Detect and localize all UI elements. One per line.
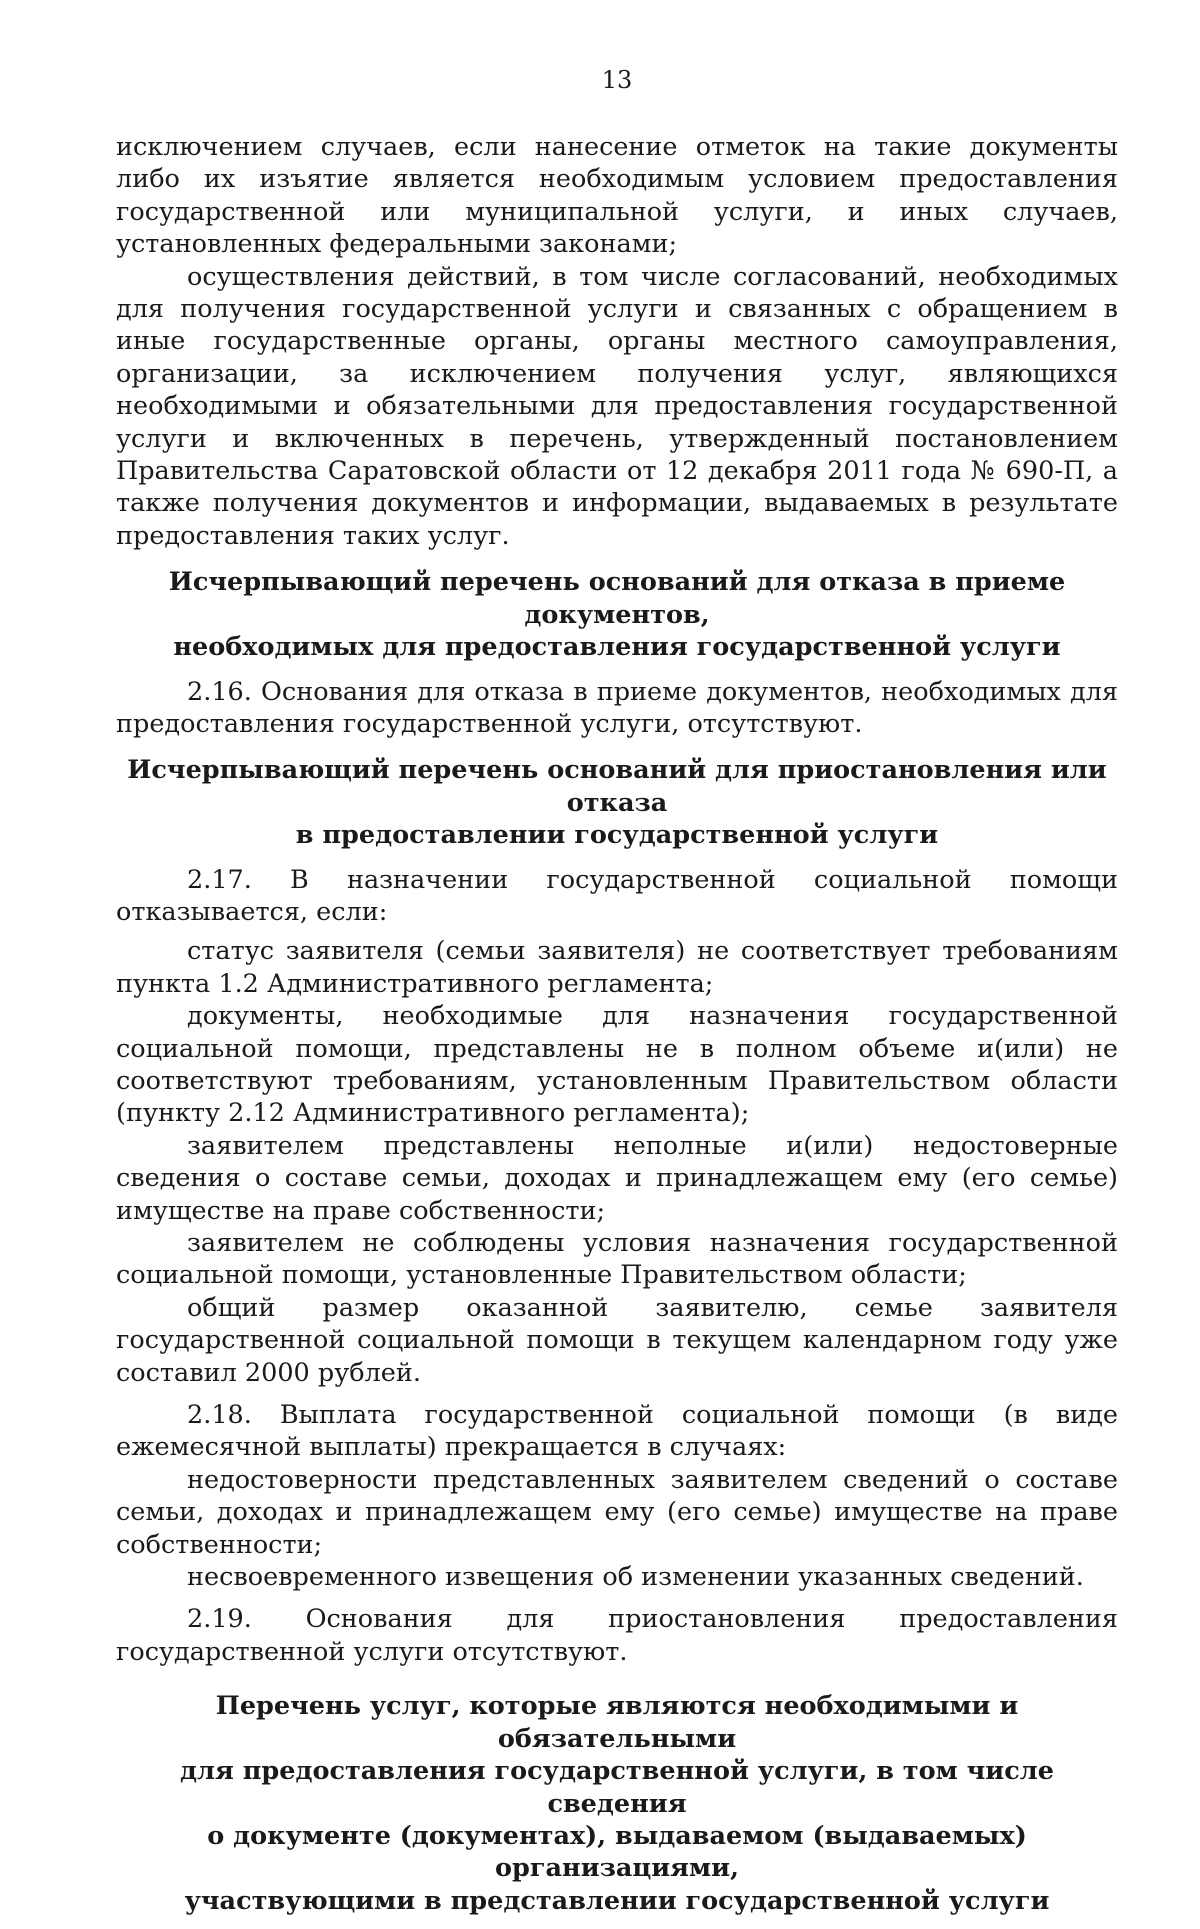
heading-line: Исчерпывающий перечень оснований для отказа в приеме документов,	[168, 567, 1066, 630]
heading-line: для предоставления государственной услуги, в том числе сведения	[180, 1756, 1054, 1819]
paragraph-continuation: исключением случаев, если нанесение отметок на такие документы либо их изъятие является необходимым условием предоставления государственной или муниципальной услуги, и иных случаев, установленных федеральными законами;	[116, 132, 1118, 260]
section-heading-suspension-refusal	[116, 754, 1118, 851]
list-item: недостоверности представленных заявителем сведений о составе семьи, доходах и принадлежащем ему (его семье) имуществе на праве собственности;	[116, 1464, 1118, 1560]
list-item: статус заявителя (семьи заявителя) не соответствует требованиям пункта 1.2 Административного регламента;	[116, 936, 1118, 999]
heading-line: необходимых для предоставления государственной услуги	[173, 632, 1061, 663]
list-item: заявителем не соблюдены условия назначения государственной социальной помощи, установленные Правительством области;	[116, 1228, 1118, 1291]
heading-line: Перечень услуг, которые являются необходимыми и обязательными	[215, 1691, 1019, 1754]
paragraph-2-17: 2.17. В назначении государственной социальной помощи отказывается, если:	[116, 864, 1118, 927]
paragraph-actions: осуществления действий, в том числе согласований, необходимых для получения государственной услуги и связанных с обращением в иные государственные органы, органы местного самоуправления, организации, за исключением получения услуг, являющихся необходимыми и обязательными для предоставления государственной услуги и включенных в перечень, утвержденный постановлением Правительства Саратовской области от 12 декабря 2011 года № 690-П, а также получения документов и информации, выдаваемых в результате предоставления таких услуг.	[116, 261, 1118, 551]
section-heading-required-services	[116, 1690, 1118, 1917]
heading-line: в предоставлении государственной услуги	[295, 820, 939, 851]
heading-line: участвующими в представлении государственной услуги	[184, 1885, 1050, 1916]
heading-line: Исчерпывающий перечень оснований для приостановления или отказа	[127, 755, 1107, 818]
document-page	[116, 66, 1118, 1929]
list-item: документы, необходимые для назначения государственной социальной помощи, представлены не в полном объеме и(или) не соответствуют требованиям, установленным Правительством области (пункту 2.12 Административного регламента);	[116, 1001, 1118, 1129]
paragraph-2-16: 2.16. Основания для отказа в приеме документов, необходимых для предоставления государственной услуги, отсутствуют.	[116, 676, 1118, 739]
list-item: заявителем представлены неполные и(или) недостоверные сведения о составе семьи, доходах и принадлежащем ему (его семье) имуществе на праве собственности;	[116, 1130, 1118, 1226]
heading-line: о документе (документах), выдаваемом (выдаваемых) организациями,	[207, 1820, 1027, 1884]
paragraph-2-19: 2.19. Основания для приостановления предоставления государственной услуги отсутствуют.	[116, 1604, 1118, 1667]
list-item: несвоевременного извещения об изменении указанных сведений.	[187, 1562, 1084, 1593]
list-item: общий размер оказанной заявителю, семье заявителя государственной социальной помощи в текущем календарном году уже составил 2000 рублей.	[116, 1292, 1118, 1388]
page-number: 13	[601, 66, 633, 94]
paragraph-2-18: 2.18. Выплата государственной социальной помощи (в виде ежемесячной выплаты) прекращается в случаях:	[116, 1400, 1118, 1463]
section-heading-refusal-documents	[116, 566, 1118, 663]
